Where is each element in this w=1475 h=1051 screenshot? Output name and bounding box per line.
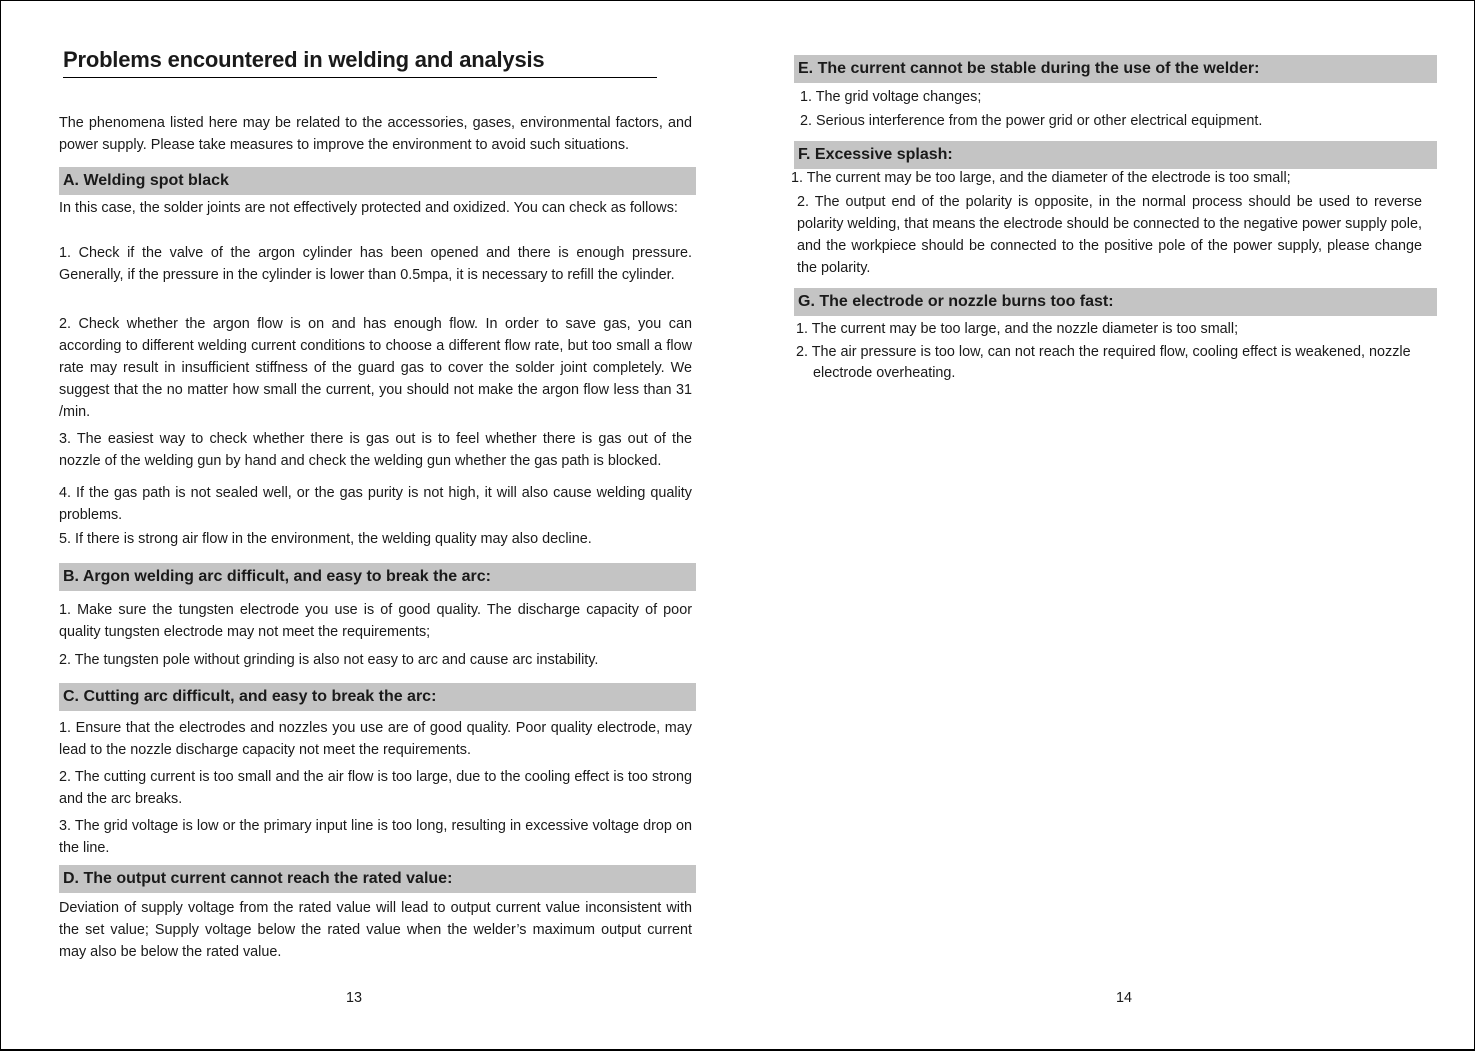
section-a-item-1: 1. Check if the valve of the argon cylinder has been opened and there is enough pressure. Generally, if the pressure in the cylinder is lower than 0.5mpa, it is necessary to refill the cylinder. [59,245,692,283]
section-d-body: Deviation of supply voltage from the rated value will lead to output current value inconsistent with the set value; Supply voltage below the rated value when the welder’s maximum output current may also be below the rated value. [59,900,692,960]
section-f-heading: F. Excessive splash: [794,141,1437,169]
section-g-item-1: 1. The current may be too large, and the nozzle diameter is too small; [796,321,1239,337]
section-g-item-2: 2. The air pressure is too low, can not reach the required flow, cooling effect is weakened, nozzle [796,344,1411,360]
section-c-item-1: 1. Ensure that the electrodes and nozzles you use are of good quality. Poor quality electrode, may lead to the nozzle discharge capacity not meet the requirements. [59,720,692,758]
section-f-item-2: 2. The output end of the polarity is opposite, in the normal process should be used to reverse polarity welding, that means the electrode should be connected to the negative power supply pole, and the workpiece should be connected to the positive pole of the power supply, please change the polarity. [797,194,1422,276]
section-c-item-3: 3. The grid voltage is low or the primary input line is too long, resulting in excessive voltage drop on the line. [59,818,692,856]
section-a-item-2: 2. Check whether the argon flow is on and has enough flow. In order to save gas, you can according to different welding current conditions to choose a different flow rate, but too small a flow rate may result in insufficient stiffness of the guard gas to cover the solder joint completely. We suggest that the no matter how small the current, you should not make the argon flow less than 31 /min. [59,316,692,420]
section-c-heading: C. Cutting arc difficult, and easy to break the arc: [59,683,696,711]
section-a-item-5: 5. If there is strong air flow in the environment, the welding quality may also decline. [59,531,592,547]
section-a-item-4: 4. If the gas path is not sealed well, or the gas purity is not high, it will also cause welding quality problems. [59,485,692,523]
intro-paragraph: The phenomena listed here may be related to the accessories, gases, environmental factors, and power supply. Please take measures to improve the environment to avoid such situations. [59,115,692,153]
section-e-item-1: 1. The grid voltage changes; [800,89,982,105]
section-b-item-1: 1. Make sure the tungsten electrode you use is of good quality. The discharge capacity of poor quality tungsten electrode may not meet the requirements; [59,602,692,640]
section-g-item-2-continued: electrode overheating. [813,365,956,381]
section-a-item-3: 3. The easiest way to check whether there is gas out is to feel whether there is gas out of the nozzle of the welding gun by hand and check the welding gun whether the gas path is blocked. [59,431,692,469]
section-b-item-2: 2. The tungsten pole without grinding is also not easy to arc and cause arc instability. [59,652,599,668]
left-page [59,1,692,1049]
section-d-heading: D. The output current cannot reach the rated value: [59,865,696,893]
page-number-left: 13 [346,990,363,1006]
section-b-heading: B. Argon welding arc difficult, and easy to break the arc: [59,563,696,591]
section-g-heading: G. The electrode or nozzle burns too fast: [794,288,1437,316]
section-e-item-2: 2. Serious interference from the power grid or other electrical equipment. [800,113,1263,129]
section-c-item-2: 2. The cutting current is too small and the air flow is too large, due to the cooling effect is too strong and the arc breaks. [59,769,692,807]
section-a-intro: In this case, the solder joints are not effectively protected and oxidized. You can check as follows: [59,200,678,216]
section-e-heading: E. The current cannot be stable during the use of the welder: [794,55,1437,83]
page-number-right: 14 [1116,990,1133,1006]
document-title: Problems encountered in welding and analysis [63,47,657,78]
section-f-item-1: 1. The current may be too large, and the diameter of the electrode is too small; [791,170,1291,186]
right-page [791,1,1433,1049]
section-a-heading: A. Welding spot black [59,167,696,195]
